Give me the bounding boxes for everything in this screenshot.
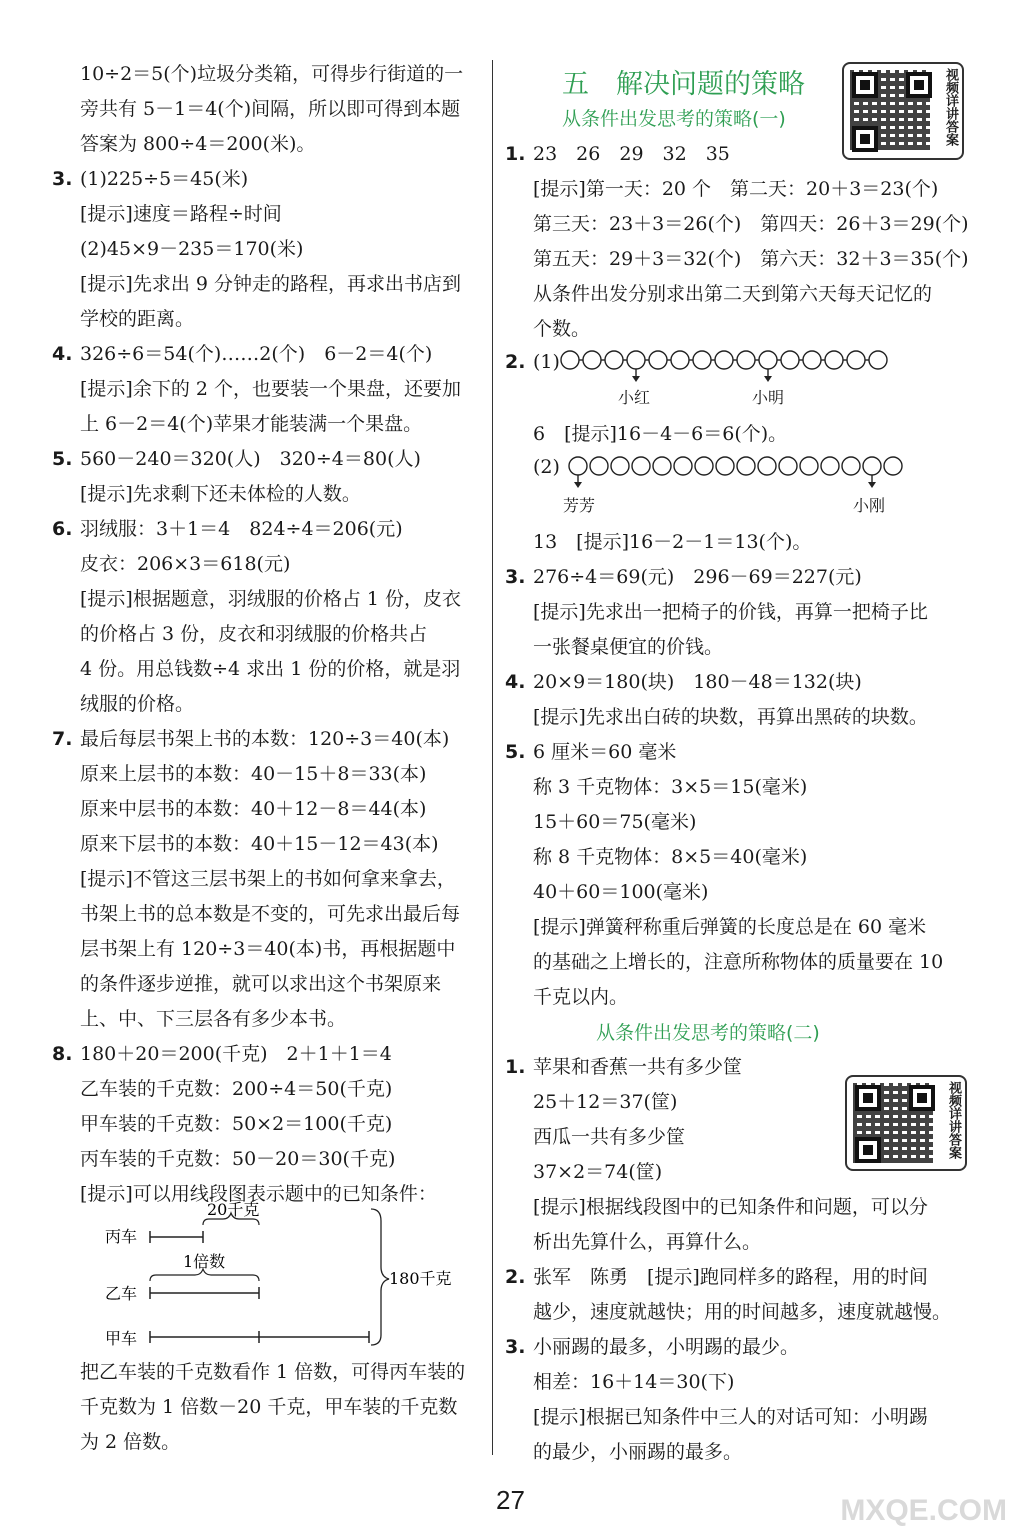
label-20kg: 20千克 bbox=[207, 1200, 260, 1219]
column-divider bbox=[492, 60, 493, 1455]
section-title: 五 解决问题的策略 bbox=[562, 69, 805, 100]
text-line: 原来中层书的本数：40＋12－8＝44(本) bbox=[80, 798, 427, 820]
text-line: 苹果和香蕉一共有多少筐 bbox=[533, 1056, 743, 1078]
question-number: 1. bbox=[505, 143, 526, 165]
text-line: 西瓜一共有多少筐 bbox=[533, 1126, 686, 1148]
hint-line: [提示]第一天：20 个 第二天：20＋3＝23(个) bbox=[533, 178, 939, 200]
text-line: 原来上层书的本数：40－15＋8＝33(本) bbox=[80, 763, 427, 785]
label-bing-che: 丙车 bbox=[105, 1227, 138, 1246]
question-number: 3. bbox=[52, 168, 73, 190]
text-line: 第五天：29＋3＝32(个) 第六天：32＋3＝35(个) bbox=[533, 248, 969, 270]
label-xiaoming: 小明 bbox=[752, 388, 785, 407]
question-number: 5. bbox=[505, 741, 526, 763]
qr-finder bbox=[906, 72, 932, 98]
question-number: 2. bbox=[505, 1266, 526, 1288]
hint-line: [提示]先求剩下还未体检的人数。 bbox=[80, 483, 361, 505]
label-1bei: 1倍数 bbox=[183, 1252, 226, 1271]
hint-line: [提示]根据线段图中的已知条件和问题，可以分 bbox=[533, 1196, 928, 1218]
text-line: 15＋60＝75(毫米) bbox=[533, 811, 697, 833]
subtitle-strategy-1: 从条件出发思考的策略(一) bbox=[562, 108, 786, 130]
label-xiaohong: 小红 bbox=[618, 388, 651, 407]
question-number: 6. bbox=[52, 518, 73, 540]
text-line: 甲车装的千克数：50×2＝100(千克) bbox=[80, 1113, 393, 1135]
text-line: 皮衣：206×3＝618(元) bbox=[80, 553, 291, 575]
label-xiaogang: 小刚 bbox=[853, 496, 886, 515]
text-line: 称 3 千克物体：3×5＝15(毫米) bbox=[533, 776, 808, 798]
text-line: 析出先算什么，再算什么。 bbox=[533, 1231, 762, 1253]
text-line: 称 8 千克物体：8×5＝40(毫米) bbox=[533, 846, 808, 868]
text-line: 上 6－2＝4(个)苹果才能装满一个果盘。 bbox=[80, 413, 423, 435]
text-line: 6 [提示]16－4－6＝6(个)。 bbox=[533, 423, 788, 445]
hint-line: [提示]先求出白砖的块数，再算出黑砖的块数。 bbox=[533, 706, 928, 728]
text-line: 180＋20＝200(千克) 2＋1＋1＝4 bbox=[80, 1043, 392, 1065]
question-number: 7. bbox=[52, 728, 73, 750]
text-line: 原来下层书的本数：40＋15－12＝43(本) bbox=[80, 833, 439, 855]
qr-label: 视频详讲答案 bbox=[943, 68, 958, 146]
qr-finder bbox=[909, 1085, 935, 1111]
qr-finder bbox=[855, 1085, 881, 1111]
hint-line: [提示]余下的 2 个，也要装一个果盘，还要加 bbox=[80, 378, 461, 400]
text-line: 千克以内。 bbox=[533, 986, 629, 1008]
hint-line: [提示]弹簧秤称重后弹簧的长度总是在 60 毫米 bbox=[533, 916, 927, 938]
hint-line: [提示]速度＝路程÷时间 bbox=[80, 203, 282, 225]
text-line: 326÷6＝54(个)……2(个) 6－2＝4(个) bbox=[80, 343, 433, 365]
hint-line: [提示]可以用线段图表示题中的已知条件： bbox=[80, 1183, 437, 1205]
qr-finder bbox=[852, 126, 878, 152]
subtitle-strategy-2: 从条件出发思考的策略(二) bbox=[596, 1022, 820, 1044]
question-number: 4. bbox=[505, 671, 526, 693]
text-line: 越少，速度就越快；用的时间越多，速度就越慢。 bbox=[533, 1301, 952, 1323]
text-line: 37×2＝74(筐) bbox=[533, 1161, 663, 1183]
hint-line: [提示]先求出一把椅子的价钱，再算一把椅子比 bbox=[533, 601, 928, 623]
text-line: 6 厘米＝60 毫米 bbox=[533, 741, 677, 763]
qr-label: 视频详讲答案 bbox=[946, 1081, 961, 1159]
right-brace bbox=[371, 1209, 389, 1345]
qr-finder bbox=[855, 1137, 881, 1163]
circle-row-1 bbox=[560, 346, 900, 410]
text-line: 书架上书的总本数是不变的，可先求出最后每 bbox=[80, 903, 461, 925]
text-line: 绒服的价格。 bbox=[80, 693, 195, 715]
text-line: 把乙车装的千克数看作 1 倍数，可得丙车装的 bbox=[80, 1361, 466, 1383]
text-line: 最后每层书架上书的本数：120÷3＝40(本) bbox=[80, 728, 450, 750]
text-line: 羽绒服：3＋1＝4 824÷4＝206(元) bbox=[80, 518, 403, 540]
text-line: 个数。 bbox=[533, 318, 591, 340]
hint-line: [提示]不管这三层书架上的书如何拿来拿去， bbox=[80, 868, 456, 890]
text-line: 20×9＝180(块) 180－48＝132(块) bbox=[533, 671, 862, 693]
segment-diagram bbox=[95, 1195, 475, 1360]
question-number: 3. bbox=[505, 566, 526, 588]
text-line: 10÷2＝5(个)垃圾分类箱，可得步行街道的一 bbox=[80, 63, 464, 85]
text-line: 的最少，小丽踢的最多。 bbox=[533, 1441, 743, 1463]
text-line: 的基础之上增长的，注意所称物体的质量要在 10 bbox=[533, 951, 944, 973]
question-number: 4. bbox=[52, 343, 73, 365]
text-line: 276÷4＝69(元) 296－69＝227(元) bbox=[533, 566, 862, 588]
text-line: 丙车装的千克数：50－20＝30(千克) bbox=[80, 1148, 396, 1170]
watermark: MXQE.COM bbox=[840, 1494, 1007, 1527]
text-line: 旁共有 5－1＝4(个)间隔，所以即可得到本题 bbox=[80, 98, 461, 120]
label-fangfang: 芳芳 bbox=[563, 496, 596, 515]
label-jia-che: 甲车 bbox=[105, 1329, 138, 1348]
question-number: 5. bbox=[52, 448, 73, 470]
question-number: 1. bbox=[505, 1056, 526, 1078]
text-line: 乙车装的千克数：200÷4＝50(千克) bbox=[80, 1078, 393, 1100]
text-line: 从条件出发分别求出第二天到第六天每天记忆的 bbox=[533, 283, 933, 305]
text-line: 13 [提示]16－2－1＝13(个)。 bbox=[533, 531, 812, 553]
text-line: 层书架上有 120÷3＝40(本)书，再根据题中 bbox=[80, 938, 456, 960]
qr-code-2[interactable] bbox=[845, 1075, 967, 1171]
text-line: 相差：16＋14＝30(下) bbox=[533, 1371, 735, 1393]
text-line: 第三天：23＋3＝26(个) 第四天：26＋3＝29(个) bbox=[533, 213, 969, 235]
hint-line: [提示]根据已知条件中三人的对话可知：小明踢 bbox=[533, 1406, 928, 1428]
hint-line: [提示]先求出 9 分钟走的路程，再求出书店到 bbox=[80, 273, 461, 295]
text-line: 千克数为 1 倍数－20 千克，甲车装的千克数 bbox=[80, 1396, 458, 1418]
qr-code-1[interactable] bbox=[842, 62, 964, 160]
text-line: (1)225÷5＝45(米) bbox=[80, 168, 249, 190]
text-line: 上、中、下三层各有多少本书。 bbox=[80, 1008, 347, 1030]
text-line: (1) bbox=[533, 351, 560, 373]
text-line: 张军 陈勇 [提示]跑同样多的路程，用的时间 bbox=[533, 1266, 928, 1288]
text-line: 为 2 倍数。 bbox=[80, 1431, 181, 1453]
question-number: 2. bbox=[505, 351, 526, 373]
text-line: 一张餐桌便宜的价钱。 bbox=[533, 636, 724, 658]
qr-finder bbox=[852, 72, 878, 98]
text-line: 40＋60＝100(毫米) bbox=[533, 881, 709, 903]
label-180kg: 180千克 bbox=[389, 1269, 452, 1288]
text-line: 560－240＝320(人) 320÷4＝80(人) bbox=[80, 448, 421, 470]
question-number: 8. bbox=[52, 1043, 73, 1065]
text-line: (2) bbox=[533, 456, 560, 478]
text-line: 25＋12＝37(筐) bbox=[533, 1091, 678, 1113]
label-yi-che: 乙车 bbox=[105, 1284, 138, 1303]
text-line: 答案为 800÷4＝200(米)。 bbox=[80, 133, 316, 155]
question-number: 3. bbox=[505, 1336, 526, 1358]
text-line: 的条件逐步逆推，就可以求出这个书架原来 bbox=[80, 973, 442, 995]
text-line: (2)45×9－235＝170(米) bbox=[80, 238, 304, 260]
text-line: 23 26 29 32 35 bbox=[533, 143, 730, 165]
text-line: 的价格占 3 份，皮衣和羽绒服的价格共占 bbox=[80, 623, 428, 645]
text-line: 学校的距离。 bbox=[80, 308, 195, 330]
text-line: 4 份。用总钱数÷4 求出 1 份的价格，就是羽 bbox=[80, 658, 461, 680]
hint-line: [提示]根据题意，羽绒服的价格占 1 份，皮衣 bbox=[80, 588, 461, 610]
text-line: 小丽踢的最多，小明踢的最少。 bbox=[533, 1336, 800, 1358]
page-number: 27 bbox=[496, 1485, 525, 1515]
